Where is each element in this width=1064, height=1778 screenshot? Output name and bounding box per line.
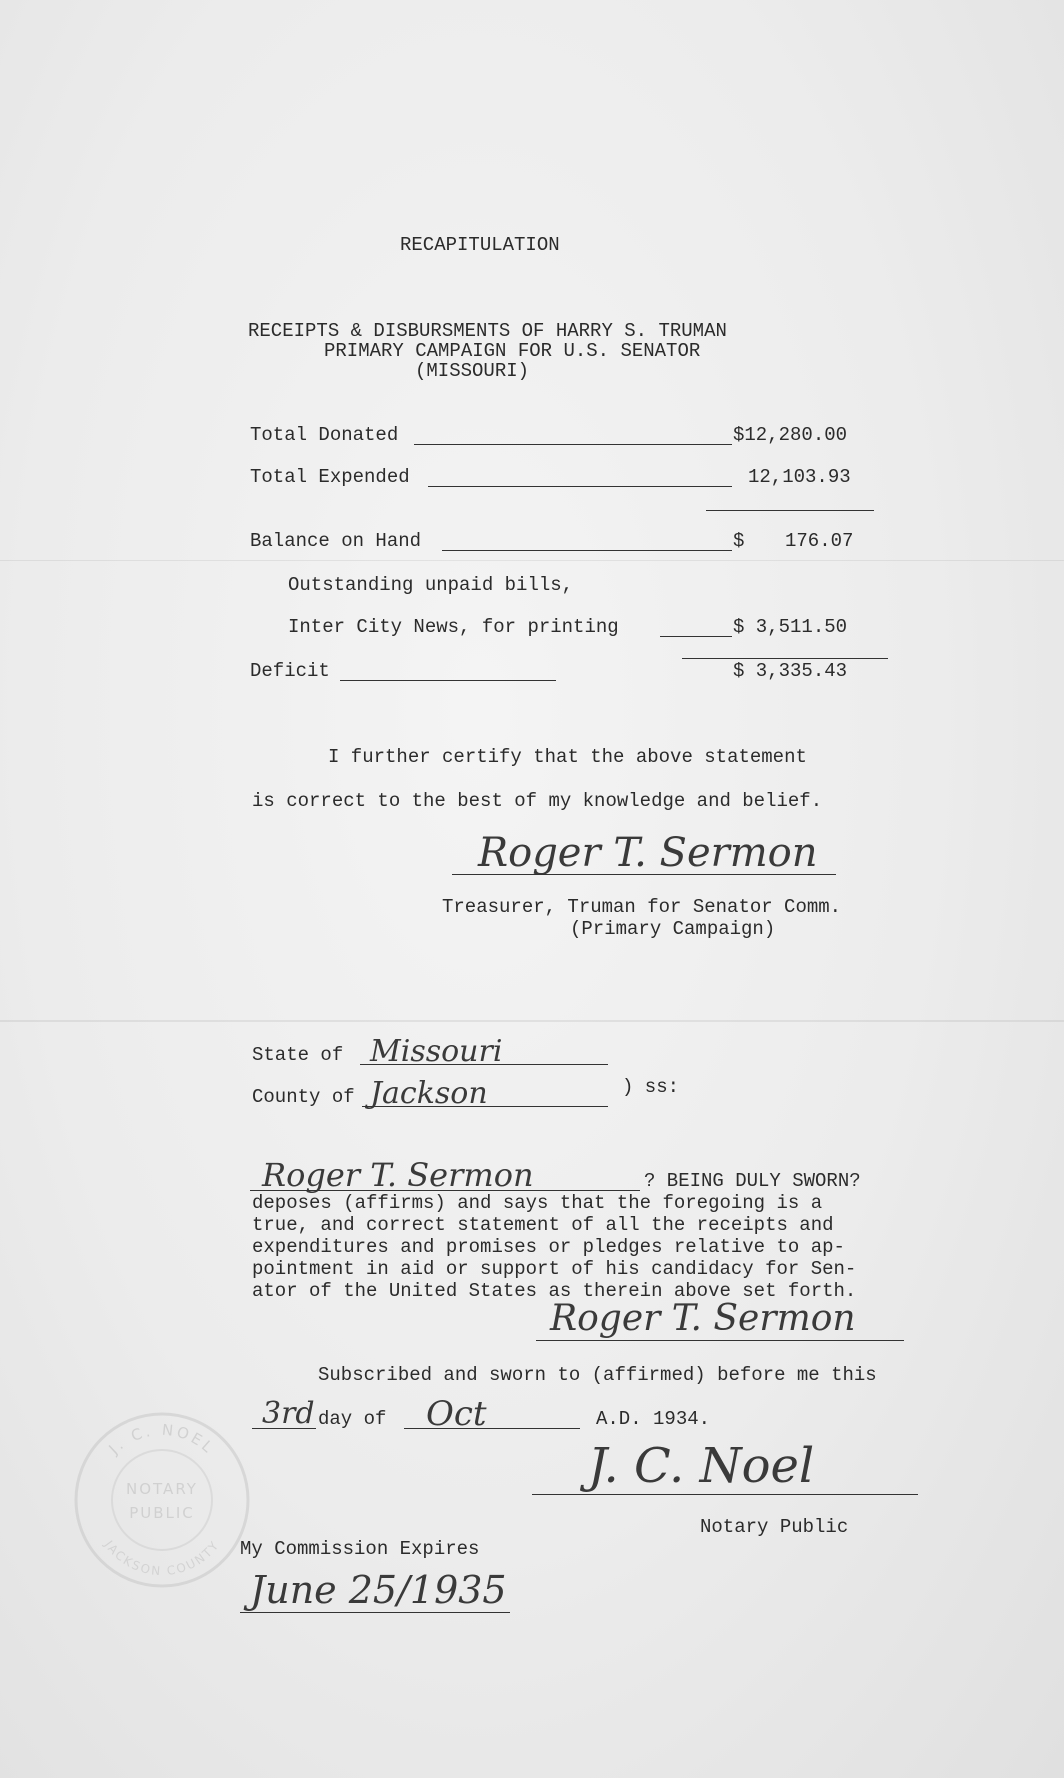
affidavit-line-3: expenditures and promises or pledges relative to ap- (252, 1236, 845, 1258)
inter-city-label: Inter City News, for printing (288, 616, 619, 638)
notary-label: Notary Public (700, 1516, 849, 1538)
commission-label: My Commission Expires (240, 1538, 480, 1560)
day-value: 3rd (262, 1396, 315, 1431)
leader-line (442, 550, 732, 551)
notary-seal (72, 1410, 252, 1590)
outstanding-label: Outstanding unpaid bills, (288, 574, 574, 596)
fill-line (240, 1612, 510, 1613)
total-expended-value: 12,103.93 (748, 466, 851, 488)
title-line-1: RECEIPTS & DISBURSMENTS OF HARRY S. TRUMAN (248, 320, 727, 342)
seal-middle-text: PUBLIC (129, 1504, 195, 1522)
commission-value: June 25/1935 (250, 1568, 507, 1612)
seal-center-text: NOTARY (126, 1480, 198, 1498)
year-text: A.D. 1934. (596, 1408, 711, 1430)
state-label: State of (252, 1044, 344, 1066)
deficit-value: $ 3,335.43 (733, 660, 848, 682)
signature-line (532, 1494, 918, 1495)
fill-line (362, 1106, 608, 1107)
month-value: Oct (426, 1394, 487, 1434)
certification-line-2: is correct to the best of my knowledge and belief. (252, 790, 823, 812)
signature-line (452, 874, 836, 875)
sum-rule (706, 510, 874, 511)
certification-line-1: I further certify that the above statement (328, 746, 807, 768)
county-label: County of (252, 1086, 355, 1108)
title-line-2: PRIMARY CAMPAIGN FOR U.S. SENATOR (324, 340, 701, 362)
fill-line (404, 1428, 580, 1429)
affiant-name: Roger T. Sermon (262, 1156, 534, 1194)
paper-crease (0, 1020, 1064, 1022)
leader-line (428, 486, 732, 487)
treasurer-subtitle: (Primary Campaign) (570, 918, 776, 940)
leader-line (660, 636, 732, 637)
seal-top-text: J. C. NOEL (105, 1420, 219, 1458)
paper-crease (0, 560, 1064, 561)
county-value: Jackson (370, 1076, 488, 1111)
deficit-label: Deficit (250, 660, 330, 682)
treasurer-signature: Roger T. Sermon (478, 830, 818, 876)
sworn-text: ? BEING DULY SWORN? (644, 1170, 861, 1192)
document-heading: RECAPITULATION (400, 234, 560, 256)
state-value: Missouri (370, 1034, 503, 1069)
fill-line (252, 1428, 316, 1429)
fill-line (250, 1190, 640, 1191)
title-line-3: (MISSOURI) (415, 360, 530, 382)
fill-line (360, 1064, 608, 1065)
treasurer-title: Treasurer, Truman for Senator Comm. (442, 896, 842, 918)
leader-line (414, 444, 732, 445)
sum-rule (682, 658, 888, 659)
ss-mark: ) ss: (622, 1076, 680, 1098)
total-donated-value: $12,280.00 (733, 424, 848, 446)
inter-city-value: $ 3,511.50 (733, 616, 848, 638)
affidavit-line-4: pointment in aid or support of his candidacy for Sen- (252, 1258, 857, 1280)
affidavit-line-1: deposes (affirms) and says that the foregoing is a (252, 1192, 823, 1214)
leader-line (340, 680, 556, 681)
balance-label: Balance on Hand (250, 530, 422, 552)
notary-signature: J. C. Noel (588, 1438, 815, 1494)
affidavit-line-2: true, and correct statement of all the receipts and (252, 1214, 834, 1236)
seal-bottom-text: JACKSON COUNTY (101, 1537, 223, 1579)
balance-currency: $ (733, 530, 745, 552)
balance-value: 176.07 (785, 530, 854, 552)
day-of-text: day of (318, 1408, 387, 1430)
total-donated-label: Total Donated (250, 424, 399, 446)
affidavit-line-5: ator of the United States as therein above set forth. (252, 1280, 857, 1302)
subscribed-text: Subscribed and sworn to (affirmed) before me this (318, 1364, 877, 1386)
affiant-signature: Roger T. Sermon (550, 1298, 856, 1339)
total-expended-label: Total Expended (250, 466, 410, 488)
signature-line (536, 1340, 904, 1341)
